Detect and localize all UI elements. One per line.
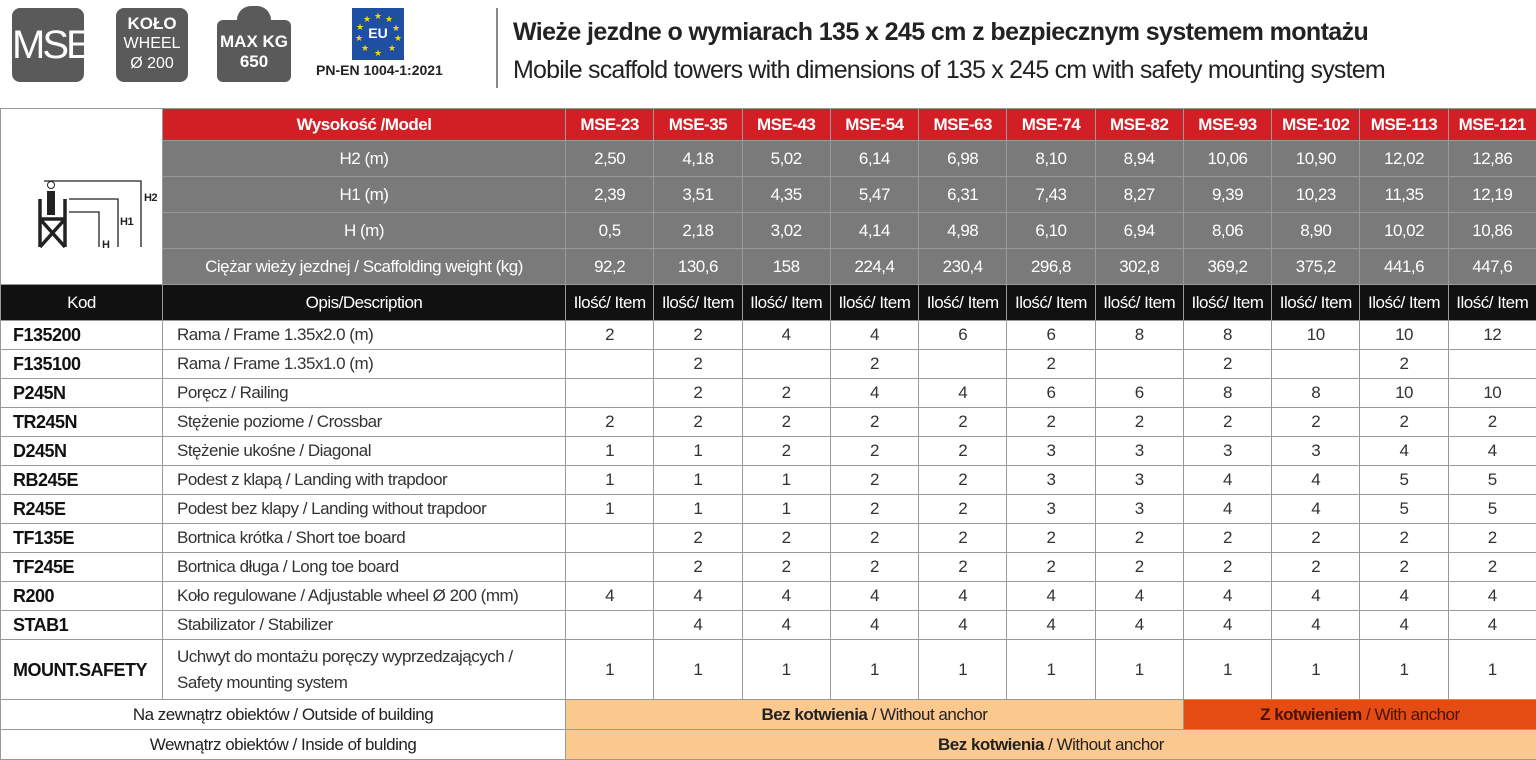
spec-value: 10,23	[1272, 177, 1360, 213]
qty-value: 10	[1448, 379, 1536, 408]
spec-value: 302,8	[1095, 249, 1183, 285]
qty-value: 6	[1007, 321, 1095, 350]
qty-value: 8	[1095, 321, 1183, 350]
qty-value: 2	[1095, 524, 1183, 553]
model-name: MSE-43	[742, 109, 830, 141]
qty-header: Ilość/ Item	[1007, 285, 1095, 321]
qty-value: 3	[1095, 437, 1183, 466]
spec-value: 12,02	[1360, 141, 1448, 177]
spec-value: 447,6	[1448, 249, 1536, 285]
scaffold-diagram-icon	[7, 119, 157, 269]
qty-value: 2	[830, 350, 918, 379]
qty-value: 1	[742, 495, 830, 524]
model-name: MSE-113	[1360, 109, 1448, 141]
qty-value: 1	[1360, 640, 1448, 700]
qty-value: 2	[1183, 524, 1271, 553]
outside-label	[1, 700, 566, 730]
qty-value: 3	[1007, 495, 1095, 524]
table-row	[1, 611, 1536, 640]
label-pl: Bez kotwienia	[937, 734, 1044, 754]
qty-value: 2	[830, 408, 918, 437]
spec-value: 0,5	[566, 213, 654, 249]
label-pl: Wewnątrz obiektów	[149, 734, 289, 754]
qty-value: 4	[742, 582, 830, 611]
part-code: R245E	[1, 495, 163, 524]
spec-value: 8,10	[1007, 141, 1095, 177]
qty-value: 4	[1272, 466, 1360, 495]
qty-value	[1448, 350, 1536, 379]
qty-value: 5	[1448, 495, 1536, 524]
spec-value: 5,02	[742, 141, 830, 177]
part-desc: Bortnica krótka / Short toe board	[163, 524, 566, 553]
label-pl: Z kotwieniem	[1260, 704, 1362, 724]
qty-value	[742, 350, 830, 379]
model-header-row	[1, 109, 1536, 141]
qty-value: 4	[1448, 611, 1536, 640]
table-row	[1, 350, 1536, 379]
model-header: Wysokość /Model	[163, 109, 566, 141]
model-name: MSE-82	[1095, 109, 1183, 141]
divider	[496, 8, 498, 88]
mse-badge: MSE	[12, 8, 84, 82]
wheel-size: Ø 200	[130, 55, 174, 72]
spec-value: 5,47	[830, 177, 918, 213]
qty-value: 2	[742, 524, 830, 553]
qty-value: 12	[1448, 321, 1536, 350]
part-code: R200	[1, 582, 163, 611]
qty-value: 2	[1007, 408, 1095, 437]
qty-value: 1	[566, 437, 654, 466]
qty-value: 4	[1272, 611, 1360, 640]
spec-row	[1, 213, 1536, 249]
header	[0, 0, 1536, 100]
qty-header: Ilość/ Item	[654, 285, 742, 321]
qty-header: Ilość/ Item	[1183, 285, 1271, 321]
spec-value: 4,18	[654, 141, 742, 177]
qty-value: 1	[1007, 640, 1095, 700]
spec-value: 9,39	[1183, 177, 1271, 213]
spec-value: 158	[742, 249, 830, 285]
part-desc: Stężenie ukośne / Diagonal	[163, 437, 566, 466]
part-desc: Stężenie poziome / Crossbar	[163, 408, 566, 437]
qty-value: 2	[1272, 553, 1360, 582]
qty-value: 1	[919, 640, 1007, 700]
qty-value: 1	[830, 640, 918, 700]
spec-table	[0, 108, 1536, 760]
spec-row	[1, 177, 1536, 213]
table-row	[1, 582, 1536, 611]
qty-value: 2	[830, 466, 918, 495]
qty-value	[1272, 350, 1360, 379]
spec-label: H (m)	[163, 213, 566, 249]
qty-value: 4	[1360, 582, 1448, 611]
part-desc: Koło regulowane / Adjustable wheel Ø 200 (mm)	[163, 582, 566, 611]
qty-value: 4	[1007, 611, 1095, 640]
qty-value: 4	[830, 379, 918, 408]
model-name: MSE-74	[1007, 109, 1095, 141]
qty-value: 2	[654, 408, 742, 437]
qty-value: 4	[742, 321, 830, 350]
qty-value: 4	[919, 611, 1007, 640]
qty-value: 2	[1095, 408, 1183, 437]
qty-value: 1	[1448, 640, 1536, 700]
qty-value: 2	[1448, 524, 1536, 553]
qty-header: Ilość/ Item	[1448, 285, 1536, 321]
qty-value: 2	[654, 379, 742, 408]
spec-label: Ciężar wieży jezdnej / Scaffolding weight (kg)	[163, 249, 566, 285]
part-desc: Rama / Frame 1.35x1.0 (m)	[163, 350, 566, 379]
spec-value: 7,43	[1007, 177, 1095, 213]
spec-row	[1, 249, 1536, 285]
without-anchor-inside	[566, 730, 1536, 760]
model-name: MSE-35	[654, 109, 742, 141]
table-row	[1, 495, 1536, 524]
qty-value: 1	[1095, 640, 1183, 700]
h-label: H	[101, 239, 109, 251]
spec-label: H2 (m)	[163, 141, 566, 177]
qty-value: 3	[1272, 437, 1360, 466]
qty-value: 3	[1183, 437, 1271, 466]
spec-value: 8,90	[1272, 213, 1360, 249]
qty-value: 2	[919, 408, 1007, 437]
spec-value: 296,8	[1007, 249, 1095, 285]
label-pl: Bez kotwienia	[761, 704, 868, 724]
spec-value: 369,2	[1183, 249, 1271, 285]
part-code: TF245E	[1, 553, 163, 582]
qty-value: 1	[1183, 640, 1271, 700]
qty-value: 2	[1448, 553, 1536, 582]
table-row	[1, 640, 1536, 700]
spec-label: H1 (m)	[163, 177, 566, 213]
model-name: MSE-63	[919, 109, 1007, 141]
wheel-en: WHEEL	[123, 35, 181, 52]
spec-value: 230,4	[919, 249, 1007, 285]
spec-value: 130,6	[654, 249, 742, 285]
spec-value: 8,27	[1095, 177, 1183, 213]
code-header: Kod	[1, 285, 163, 321]
spec-value: 6,94	[1095, 213, 1183, 249]
spec-value: 3,51	[654, 177, 742, 213]
spec-value: 2,18	[654, 213, 742, 249]
qty-value: 2	[1007, 553, 1095, 582]
label-en: / Outside of building	[293, 704, 434, 724]
h2-label: H2	[143, 192, 157, 204]
qty-value	[566, 524, 654, 553]
model-name: MSE-102	[1272, 109, 1360, 141]
norm-label: PN-EN 1004-1:2021	[316, 62, 443, 78]
part-code: F135100	[1, 350, 163, 379]
qty-value: 1	[742, 466, 830, 495]
part-desc: Podest bez klapy / Landing without trapdoor	[163, 495, 566, 524]
qty-value: 8	[1272, 379, 1360, 408]
qty-header: Ilość/ Item	[1360, 285, 1448, 321]
qty-value: 4	[1360, 611, 1448, 640]
qty-header: Ilość/ Item	[1272, 285, 1360, 321]
max-value: 650	[239, 52, 269, 71]
qty-value: 3	[1095, 466, 1183, 495]
spec-value: 4,35	[742, 177, 830, 213]
part-code: P245N	[1, 379, 163, 408]
part-code: STAB1	[1, 611, 163, 640]
qty-value: 1	[654, 495, 742, 524]
spec-value: 6,31	[919, 177, 1007, 213]
qty-value: 4	[1272, 582, 1360, 611]
spec-value: 375,2	[1272, 249, 1360, 285]
qty-value: 4	[1448, 437, 1536, 466]
qty-value: 6	[1007, 379, 1095, 408]
qty-header: Ilość/ Item	[566, 285, 654, 321]
model-name: MSE-93	[1183, 109, 1271, 141]
qty-value: 4	[1183, 466, 1271, 495]
qty-value: 2	[1272, 408, 1360, 437]
qty-value: 10	[1360, 379, 1448, 408]
label-pl: Na zewnątrz obiektów	[132, 704, 290, 724]
spec-value: 6,14	[830, 141, 918, 177]
spec-value: 11,35	[1360, 177, 1448, 213]
qty-value: 5	[1360, 495, 1448, 524]
qty-header: Ilość/ Item	[830, 285, 918, 321]
part-desc: Podest z klapą / Landing with trapdoor	[163, 466, 566, 495]
qty-value: 10	[1272, 321, 1360, 350]
qty-value: 4	[566, 582, 654, 611]
table-row	[1, 553, 1536, 582]
qty-value: 2	[1183, 408, 1271, 437]
spec-row	[1, 141, 1536, 177]
qty-value: 2	[1448, 408, 1536, 437]
table-row	[1, 379, 1536, 408]
with-anchor-outside	[1183, 700, 1536, 730]
table-row	[1, 437, 1536, 466]
qty-value: 2	[654, 321, 742, 350]
qty-value: 2	[830, 495, 918, 524]
table-row	[1, 524, 1536, 553]
part-code: TR245N	[1, 408, 163, 437]
qty-value	[919, 350, 1007, 379]
label-en: / With anchor	[1366, 704, 1460, 724]
qty-header: Ilość/ Item	[1095, 285, 1183, 321]
eu-label: EU	[368, 25, 388, 41]
part-desc: Poręcz / Railing	[163, 379, 566, 408]
inside-row	[1, 730, 1536, 760]
qty-value: 2	[1183, 350, 1271, 379]
qty-value: 2	[742, 437, 830, 466]
qty-value: 5	[1448, 466, 1536, 495]
qty-value: 8	[1183, 379, 1271, 408]
qty-value: 4	[1448, 582, 1536, 611]
qty-value	[566, 350, 654, 379]
title-pl: Wieże jezdne o wymiarach 135 x 245 cm z bezpiecznym systemem montażu	[513, 18, 1369, 46]
qty-value: 3	[1095, 495, 1183, 524]
qty-value: 2	[742, 408, 830, 437]
model-name: MSE-121	[1448, 109, 1536, 141]
qty-value: 4	[654, 611, 742, 640]
qty-value: 1	[1272, 640, 1360, 700]
qty-value: 1	[566, 495, 654, 524]
spec-value: 6,10	[1007, 213, 1095, 249]
h1-label: H1	[119, 216, 133, 228]
qty-value: 2	[742, 379, 830, 408]
wheel-badge	[116, 8, 188, 82]
qty-header: Ilość/ Item	[919, 285, 1007, 321]
part-desc: Rama / Frame 1.35x2.0 (m)	[163, 321, 566, 350]
spec-value: 3,02	[742, 213, 830, 249]
inside-label	[1, 730, 566, 760]
qty-value: 4	[919, 379, 1007, 408]
title-en: Mobile scaffold towers with dimensions of 135 x 245 cm with safety mounting system	[513, 56, 1385, 84]
outside-row	[1, 700, 1536, 730]
qty-value: 4	[1360, 437, 1448, 466]
qty-value	[566, 611, 654, 640]
qty-value	[1095, 350, 1183, 379]
qty-value: 4	[1095, 611, 1183, 640]
qty-value: 10	[1360, 321, 1448, 350]
qty-value: 3	[1007, 437, 1095, 466]
qty-value: 2	[830, 524, 918, 553]
part-code: F135200	[1, 321, 163, 350]
part-desc: Bortnica długa / Long toe board	[163, 553, 566, 582]
spec-value: 4,14	[830, 213, 918, 249]
qty-value: 2	[654, 553, 742, 582]
qty-value: 1	[742, 640, 830, 700]
spec-value: 2,50	[566, 141, 654, 177]
part-desc: Stabilizator / Stabilizer	[163, 611, 566, 640]
spec-value: 12,86	[1448, 141, 1536, 177]
label-en: / Without anchor	[1048, 734, 1164, 754]
label-en: / Without anchor	[871, 704, 988, 724]
table-row	[1, 408, 1536, 437]
qty-value: 2	[566, 408, 654, 437]
qty-value: 2	[654, 350, 742, 379]
spec-value: 8,06	[1183, 213, 1271, 249]
qty-value: 1	[566, 640, 654, 700]
spec-value: 12,19	[1448, 177, 1536, 213]
model-name: MSE-23	[566, 109, 654, 141]
qty-value: 2	[1360, 524, 1448, 553]
qty-value: 1	[566, 466, 654, 495]
qty-value: 6	[1095, 379, 1183, 408]
spec-value: 8,94	[1095, 141, 1183, 177]
qty-value: 2	[830, 553, 918, 582]
qty-value: 2	[1360, 408, 1448, 437]
spec-value: 224,4	[830, 249, 918, 285]
desc-header: Opis/Description	[163, 285, 566, 321]
qty-value: 2	[1272, 524, 1360, 553]
wheel-title: KOŁO	[127, 14, 177, 33]
part-code: D245N	[1, 437, 163, 466]
spec-value: 6,98	[919, 141, 1007, 177]
qty-value: 4	[830, 582, 918, 611]
qty-value: 4	[830, 321, 918, 350]
qty-value: 1	[654, 437, 742, 466]
qty-value: 4	[1183, 495, 1271, 524]
qty-value: 2	[1007, 350, 1095, 379]
qty-value: 2	[566, 321, 654, 350]
qty-header: Ilość/ Item	[742, 285, 830, 321]
eu-flag-icon: ★ ★ ★ ★ ★ ★ ★ ★ ★ ★ EU	[352, 8, 404, 60]
spec-value: 4,98	[919, 213, 1007, 249]
qty-value: 2	[919, 495, 1007, 524]
table-row	[1, 321, 1536, 350]
max-label: MAX KG	[220, 32, 288, 51]
qty-value: 3	[1007, 466, 1095, 495]
qty-value: 4	[742, 611, 830, 640]
qty-value: 1	[654, 640, 742, 700]
qty-value: 2	[919, 437, 1007, 466]
label-en: / Inside of bulding	[292, 734, 417, 754]
qty-value: 2	[1007, 524, 1095, 553]
part-code: MOUNT.SAFETY	[1, 640, 163, 700]
without-anchor-outside	[566, 700, 1184, 730]
qty-value: 4	[1007, 582, 1095, 611]
qty-value: 4	[830, 611, 918, 640]
qty-value: 1	[654, 466, 742, 495]
qty-value	[566, 553, 654, 582]
qty-value: 2	[1095, 553, 1183, 582]
part-code: RB245E	[1, 466, 163, 495]
qty-value: 2	[830, 437, 918, 466]
qty-value: 2	[1360, 553, 1448, 582]
qty-value: 4	[654, 582, 742, 611]
qty-value	[566, 379, 654, 408]
spec-value: 10,90	[1272, 141, 1360, 177]
qty-value: 4	[919, 582, 1007, 611]
qty-value: 2	[919, 524, 1007, 553]
column-header-row	[1, 285, 1536, 321]
qty-value: 2	[654, 524, 742, 553]
qty-value: 4	[1183, 582, 1271, 611]
weight-icon	[217, 20, 291, 82]
spec-value: 441,6	[1360, 249, 1448, 285]
height-diagram	[1, 109, 163, 285]
spec-value: 10,06	[1183, 141, 1271, 177]
qty-value: 2	[1183, 553, 1271, 582]
qty-value: 5	[1360, 466, 1448, 495]
qty-value: 4	[1183, 611, 1271, 640]
part-code: TF135E	[1, 524, 163, 553]
qty-value: 2	[742, 553, 830, 582]
spec-value: 10,86	[1448, 213, 1536, 249]
qty-value: 2	[919, 466, 1007, 495]
qty-value: 4	[1095, 582, 1183, 611]
spec-value: 10,02	[1360, 213, 1448, 249]
qty-value: 2	[1360, 350, 1448, 379]
spec-value: 92,2	[566, 249, 654, 285]
model-name: MSE-54	[830, 109, 918, 141]
table-row	[1, 466, 1536, 495]
part-desc: Uchwyt do montażu poręczy wyprzedzających / Safety mounting system	[163, 640, 566, 700]
qty-value: 6	[919, 321, 1007, 350]
qty-value: 4	[1272, 495, 1360, 524]
qty-value: 2	[919, 553, 1007, 582]
qty-value: 8	[1183, 321, 1271, 350]
spec-value: 2,39	[566, 177, 654, 213]
